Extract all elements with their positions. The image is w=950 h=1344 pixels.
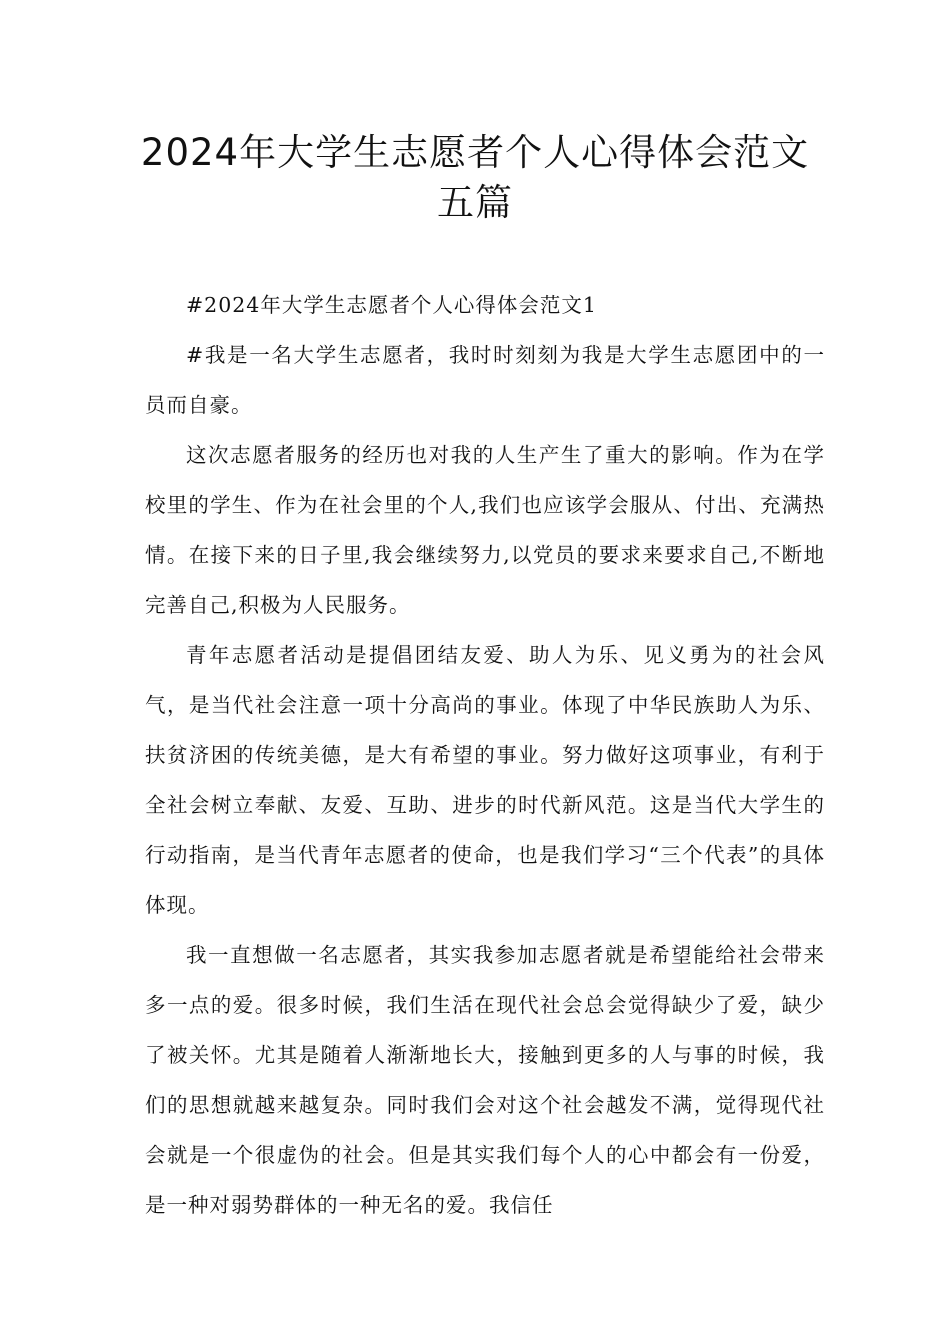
title-line-2: 五篇 bbox=[437, 181, 513, 224]
body-paragraph: 这次志愿者服务的经历也对我的人生产生了重大的影响。作为在学校里的学生、作为在社会里的个人,我们也应该学会服从、付出、充满热情。在接下来的日子里,我会继续努力,以党员的要求来要求自己,不断地完善自己,积极为人民服务。 bbox=[145, 443, 825, 617]
document-body bbox=[145, 280, 825, 1230]
body-paragraph: 我一直想做一名志愿者，其实我参加志愿者就是希望能给社会带来多一点的爱。很多时候，我们生活在现代社会总会觉得缺少了爱，缺少了被关怀。尤其是随着人渐渐地长大，接触到更多的人与事的时候，我们的思想就越来越复杂。同时我们会对这个社会越发不满，觉得现代社会就是一个很虚伪的社会。但是其实我们每个人的心中都会有一份爱，是一种对弱势群体的一种无名的爱。我信任 bbox=[145, 943, 825, 1217]
document-title bbox=[120, 128, 830, 228]
title-line-1: 2024年大学生志愿者个人心得体会范文 bbox=[140, 131, 810, 174]
section-heading: #2024年大学生志愿者个人心得体会范文1 bbox=[186, 293, 597, 317]
body-paragraph: 青年志愿者活动是提倡团结友爱、助人为乐、见义勇为的社会风气，是当代社会注意一项十分高尚的事业。体现了中华民族助人为乐、扶贫济困的传统美德，是大有希望的事业。努力做好这项事业，有利于全社会树立奉献、友爱、互助、进步的时代新风范。这是当代大学生的行动指南，是当代青年志愿者的使命，也是我们学习“三个代表”的具体体现。 bbox=[145, 643, 825, 917]
body-paragraph: #我是一名大学生志愿者，我时时刻刻为我是大学生志愿团中的一员而自豪。 bbox=[145, 343, 825, 417]
